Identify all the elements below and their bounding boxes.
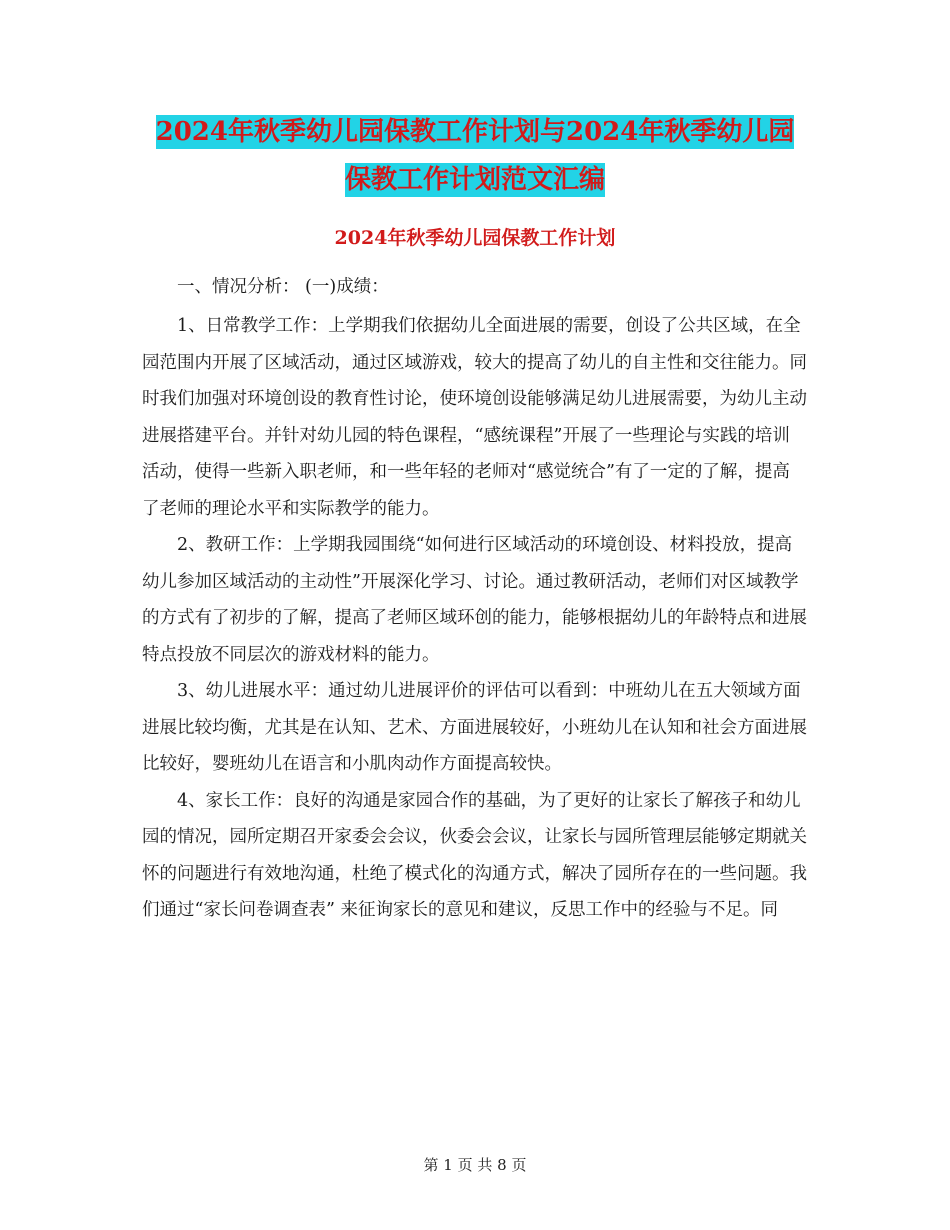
section-title: 2024年秋季幼儿园保教工作计划 <box>334 227 616 249</box>
page-title <box>0 108 950 204</box>
paragraph-child-development: 3、幼儿进展水平：通过幼儿进展评价的评估可以看到：中班幼儿在五大领域方面进展比较均衡，尤其是在认知、艺术、方面进展较好，小班幼儿在认知和社会方面进展比较好，婴班幼儿在语言和小肌肉动作方面提高较快。 <box>142 681 807 774</box>
paragraph-daily-teaching: 1、日常教学工作：上学期我们依据幼儿全面进展的需要，创设了公共区域，在全园范围内开展了区域活动，通过区域游戏，较大的提高了幼儿的自主性和交往能力。同时我们加强对环境创设的教育性讨论，使环境创设能够满足幼儿进展需要，为幼儿主动进展搭建平台。并针对幼儿园的特色课程，“感统课程”开展了一些理论与实践的培训活动，使得一些新入职老师，和一些年轻的老师对“感觉统合”有了一定的了解，提高了老师的理论水平和实际教学的能力。 <box>142 316 807 519</box>
paragraph-situation-heading: 一、情况分析： (一)成绩： <box>177 277 389 297</box>
paragraph-teaching-research: 2、教研工作：上学期我园围绕“如何进行区域活动的环境创设、材料投放，提高幼儿参加区域活动的主动性”开展深化学习、讨论。通过教研活动，老师们对区域教学的方式有了初步的了解，提高了老师区域环创的能力，能够根据幼儿的年龄特点和进展特点投放不同层次的游戏材料的能力。 <box>142 535 807 665</box>
paragraph-parent-work: 4、家长工作：良好的沟通是家园合作的基础，为了更好的让家长了解孩子和幼儿园的情况，园所定期召开家委会会议，伙委会会议，让家长与园所管理层能够定期就关怀的问题进行有效地沟通，杜绝了模式化的沟通方式，解决了园所存在的一些问题。我们通过“家长问卷调查表” 来征询家长的意见和建议，反思工作中的经验与不足。同 <box>142 790 807 920</box>
page-footer: 第 1 页 共 8 页 <box>423 1156 527 1174</box>
document-body <box>142 274 807 929</box>
title-line-1: 2024年秋季幼儿园保教工作计划与2024年秋季幼儿园 <box>155 117 795 147</box>
title-line-2: 保教工作计划范文汇编 <box>344 165 605 195</box>
